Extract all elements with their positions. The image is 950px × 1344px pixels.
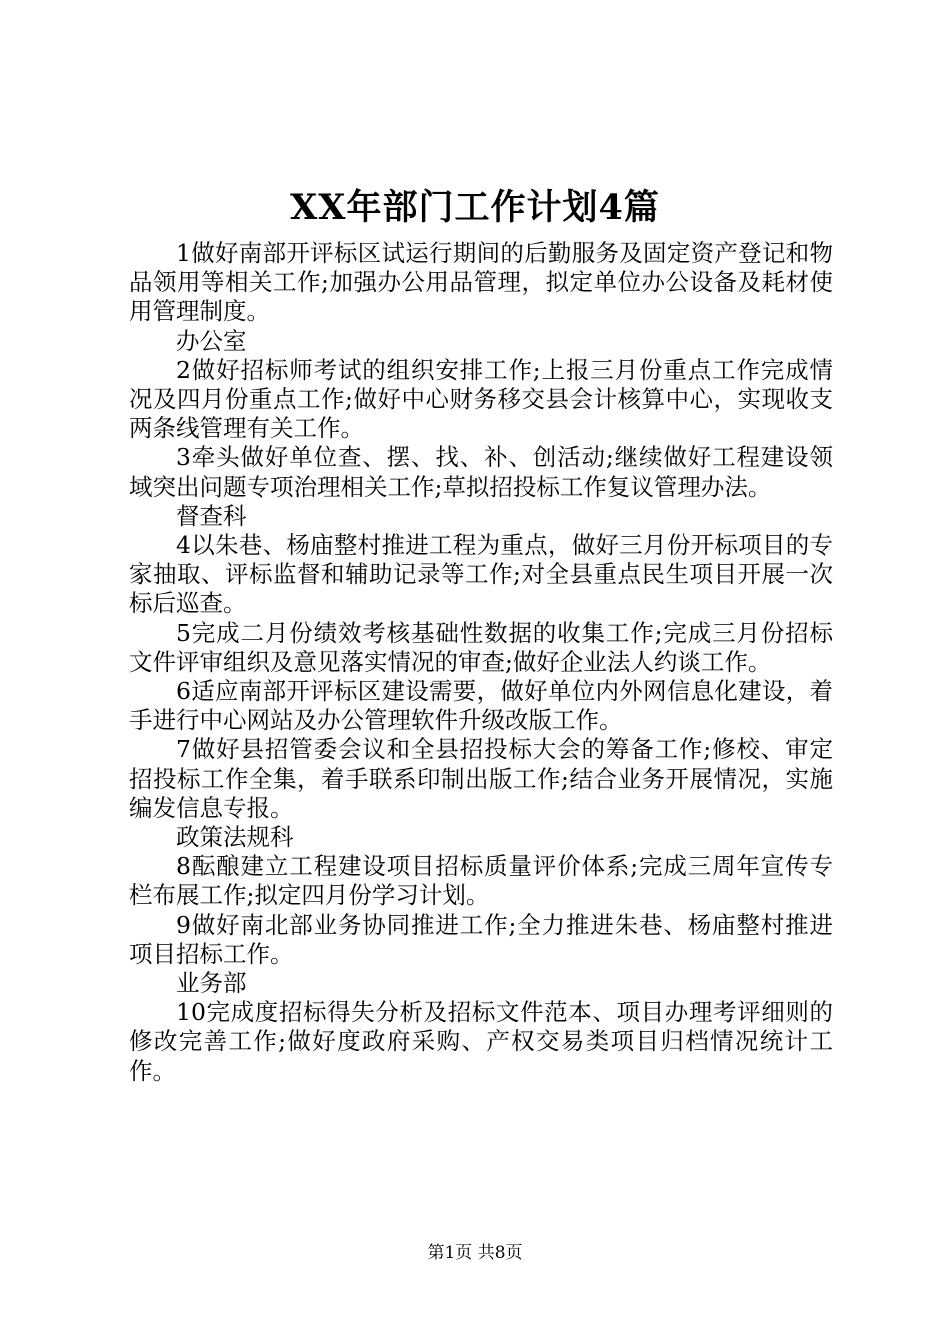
paragraph-item-8: 8酝酿建立工程建设项目招标质量评价体系;完成三周年宣传专栏布展工作;拟定四月份学习计划。 — [129, 852, 833, 910]
paragraph-item-1: 1做好南部开评标区试运行期间的后勤服务及固定资产登记和物品领用等相关工作;加强办公用品管理，拟定单位办公设备及耗材使用管理制度。 — [129, 239, 833, 326]
paragraph-item-5: 5完成二月份绩效考核基础性数据的收集工作;完成三月份招标文件评审组织及意见落实情况的审查;做好企业法人约谈工作。 — [129, 618, 833, 676]
section-heading-policy: 政策法规科 — [176, 823, 294, 852]
paragraph-item-9: 9做好南北部业务协同推进工作;全力推进朱巷、杨庙整村推进项目招标工作。 — [129, 910, 833, 968]
document-body — [129, 239, 833, 1086]
paragraph-item-3: 3牵头做好单位查、摆、找、补、创活动;继续做好工程建设领域突出问题专项治理相关工作;草拟招投标工作复议管理办法。 — [129, 443, 833, 501]
section-heading-office: 办公室 — [176, 326, 247, 355]
paragraph-item-6: 6适应南部开评标区建设需要，做好单位内外网信息化建设，着手进行中心网站及办公管理软件升级改版工作。 — [129, 677, 833, 735]
paragraph-item-7: 7做好县招管委会议和全县招投标大会的筹备工作;修校、审定招投标工作全集，着手联系印制出版工作;结合业务开展情况，实施编发信息专报。 — [129, 735, 833, 822]
section-heading-business: 业务部 — [176, 969, 247, 998]
paragraph-item-2: 2做好招标师考试的组织安排工作;上报三月份重点工作完成情况及四月份重点工作;做好中心财务移交县会计核算中心，实现收支两条线管理有关工作。 — [129, 355, 833, 443]
paragraph-item-10: 10完成度招标得失分析及招标文件范本、项目办理考评细则的修改完善工作;做好度政府采购、产权交易类项目归档情况统计工作。 — [129, 998, 833, 1085]
section-heading-supervision: 督查科 — [176, 501, 247, 530]
page-title: XX年部门工作计划4篇 — [290, 187, 660, 228]
paragraph-item-4: 4以朱巷、杨庙整村推进工程为重点，做好三月份开标项目的专家抽取、评标监督和辅助记录等工作;对全县重点民生项目开展一次标后巡查。 — [129, 531, 833, 618]
page-footer: 第1页 共8页 — [427, 1243, 523, 1263]
